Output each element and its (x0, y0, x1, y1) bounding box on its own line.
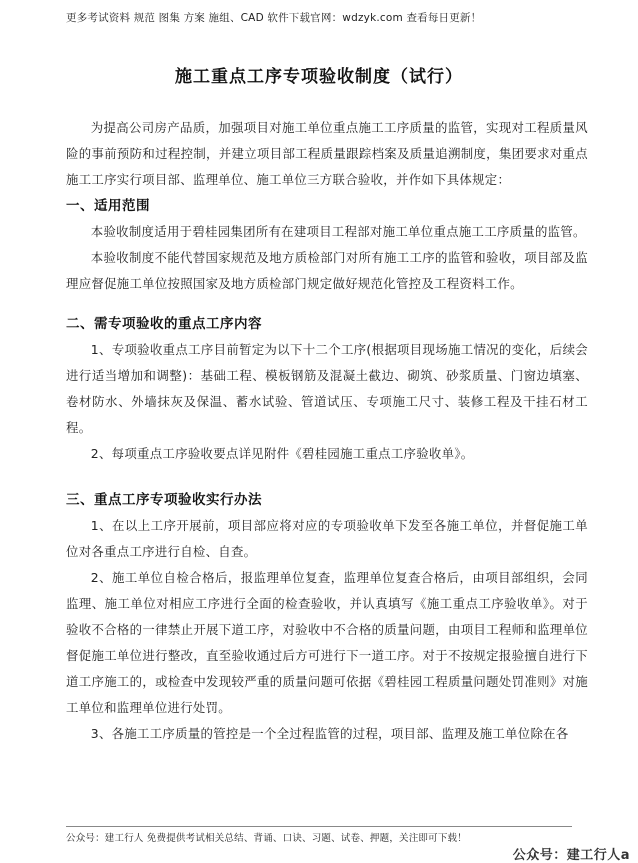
intro-paragraph: 为提高公司房产品质，加强项目对施工单位重点施工工序质量的监管，实现对工程质量风险的事前预防和过程控制，并建立项目部工程质量跟踪档案及质量追溯制度，集团要求对重点施工工序实行项目部、监理单位、施工单位三方联合验收，并作如下具体规定： (66, 120, 588, 187)
document-body (66, 115, 588, 747)
section-paragraph: 2、每项重点工序验收要点详见附件《碧桂园施工重点工序验收单》。 (90, 446, 474, 461)
footer-note: 公众号：建工行人 免费提供考试相关总结、背诵、口诀、习题、试卷、押题，关注即可下载！ (66, 833, 467, 844)
section-paragraph: 1、专项验收重点工序目前暂定为以下十二个工序(根据项目现场施工情况的变化，后续会进行适当增加和调整)：基础工程、模板钢筋及混凝土截边、砌筑、砂浆质量、门窗边填塞、卷材防水、外墙抹灰及保温、蓄水试验、管道试压、专项施工尺寸、装修工程及干挂石材工程。 (66, 342, 588, 435)
section-scope (66, 193, 588, 297)
section-paragraph: 3、各施工工序质量的管控是一个全过程监管的过程，项目部、监理及施工单位除在各 (90, 726, 569, 741)
document-title: 施工重点工序专项验收制度（试行） (175, 67, 463, 87)
section-paragraph: 1、在以上工序开展前，项目部应将对应的专项验收单下发至各施工单位，并督促施工单位对各重点工序进行自检、自查。 (66, 518, 588, 559)
header-note: 更多考试资料 规范 图集 方案 施组、CAD 软件下载官网：wdzyk.com 查看每日更新！ (66, 12, 482, 24)
section-paragraph: 2、施工单位自检合格后，报监理单位复查，监理单位复查合格后，由项目部组织，会同监理、施工单位对相应工序进行全面的检查验收，并认真填写《施工重点工序验收单》。对于验收不合格的一律禁止开展下道工序，对验收中不合格的质量问题，由项目工程师和监理单位督促施工单位进行整改，直至验收通过后方可进行下一道工序。对于不按规定报验擅自进行下道工序施工的，或检查中发现较严重的质量问题可依据《碧桂园工程质量问题处罚准则》对施工单位和监理单位进行处罚。 (66, 570, 588, 715)
section-implementation (66, 487, 588, 747)
watermark-text: 公众号：建工行人a (512, 848, 630, 863)
section-paragraph: 本验收制度适用于碧桂园集团所有在建项目工程部对施工单位重点施工工序质量的监管。 (90, 224, 586, 239)
section-paragraph: 本验收制度不能代替国家规范及地方质检部门对所有施工工序的监管和验收，项目部及监理应督促施工单位按照国家及地方质检部门规定做好规范化管控及工程资料工作。 (66, 250, 588, 291)
section-title: 三、重点工序专项验收实行办法 (66, 492, 262, 508)
section-key-processes (66, 311, 588, 467)
section-title: 一、适用范围 (66, 198, 150, 214)
section-title: 二、需专项验收的重点工序内容 (66, 316, 262, 332)
footer-divider (66, 826, 572, 827)
